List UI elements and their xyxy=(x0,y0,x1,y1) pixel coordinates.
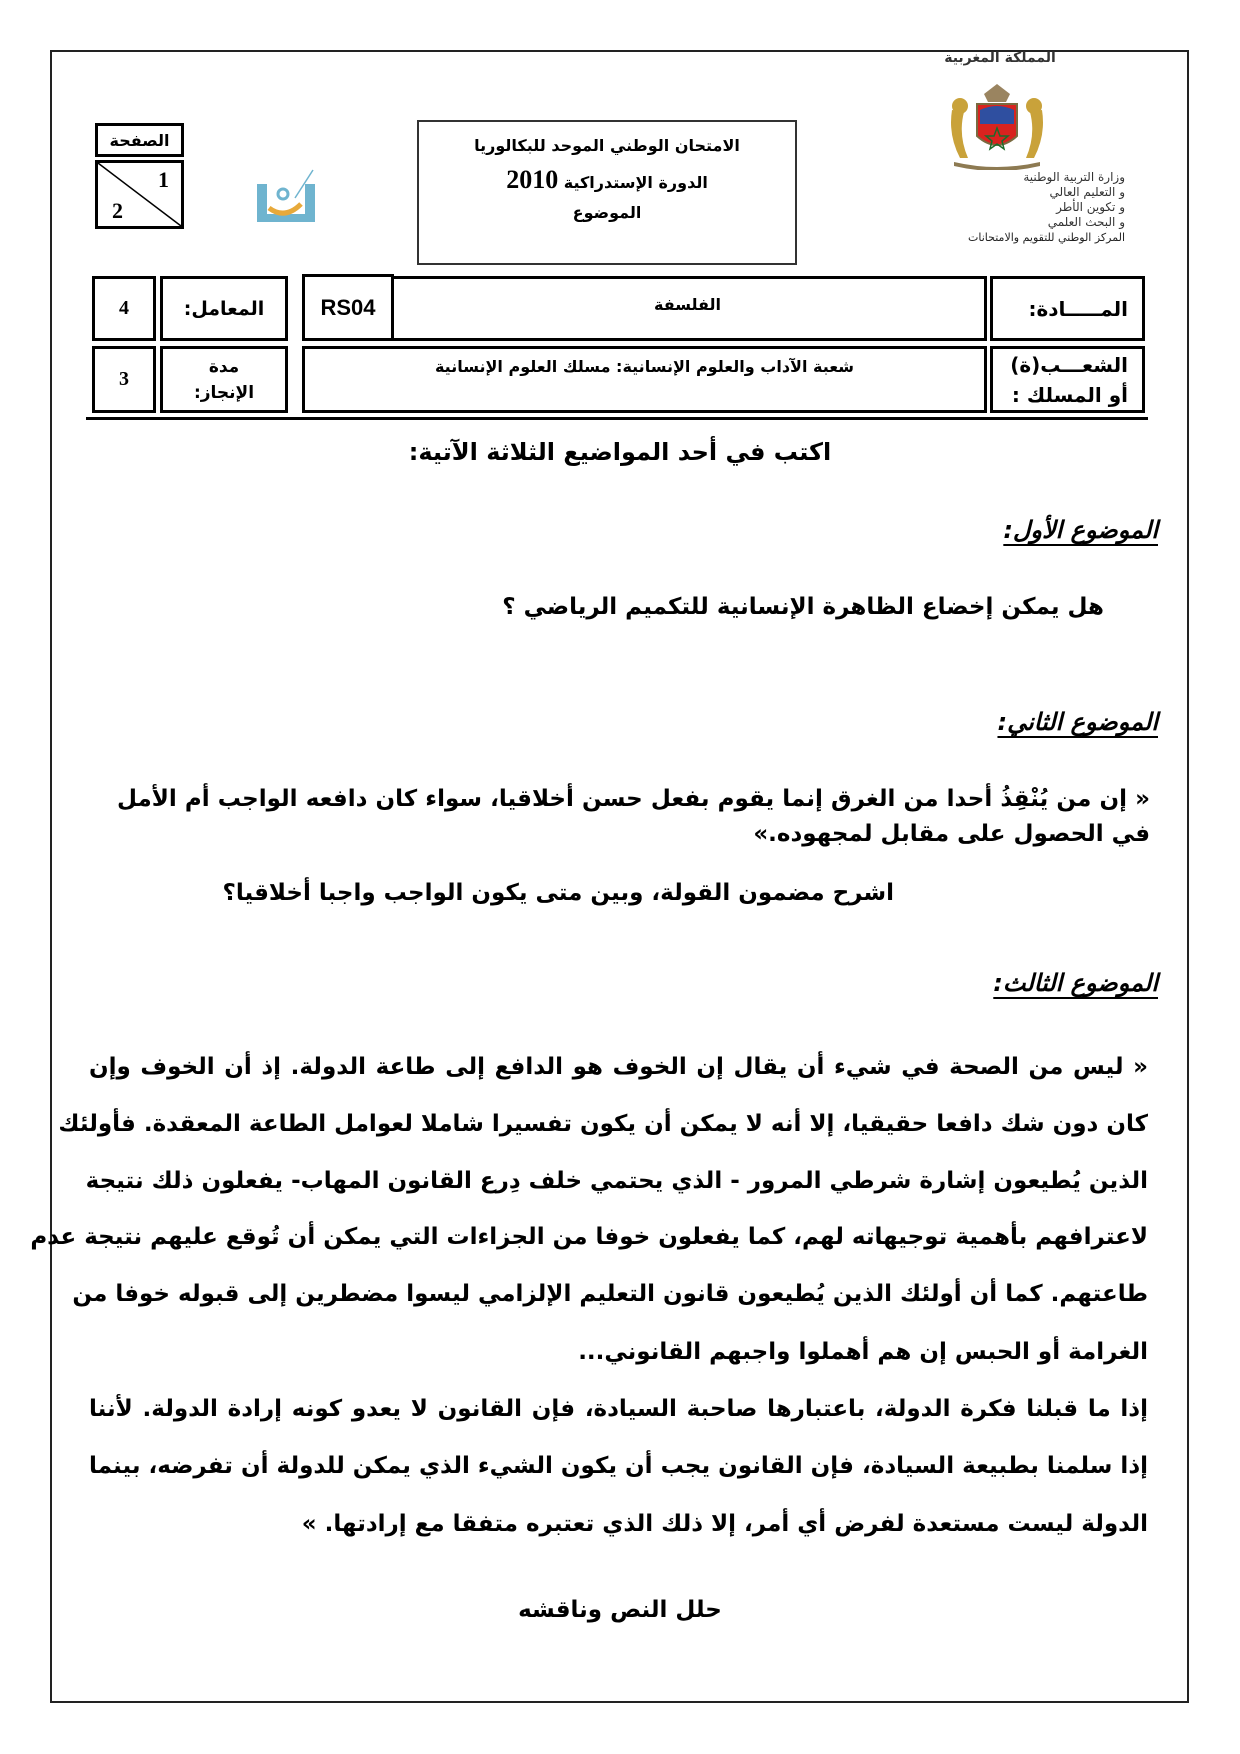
topic1-question: هل يمكن إخضاع الظاهرة الإنسانية للتكميم الرياضي ؟ xyxy=(502,594,1104,620)
subject-word: الموضوع xyxy=(572,203,642,222)
topic3-heading: الموضوع الثالث: xyxy=(993,969,1158,997)
topic3-text-line: كان دون شك دافعا حقيقيا، إلا أنه لا يمكن أن يكون تفسيرا شاملا لعوامل الطاعة المعقدة. فأولئك xyxy=(58,1111,1148,1137)
topic2-heading: الموضوع الثاني: xyxy=(997,708,1158,736)
topic3-text-line: إذا سلمنا بطبيعة السيادة، فإن القانون يجب أن يكون الشيء الذي يمكن للدولة أن تفرضه، بينما xyxy=(89,1453,1148,1479)
exam-session xyxy=(419,165,795,195)
exam-title-box xyxy=(417,120,797,265)
branch-label xyxy=(990,346,1145,413)
duration-label xyxy=(160,346,288,413)
subject-value-text: الفلسفة xyxy=(653,295,722,314)
subject-label-text: المـــــادة: xyxy=(1028,296,1128,321)
topic2-quote-line: في الحصول على مقابل لمجهوده.» xyxy=(753,821,1150,847)
branch-value xyxy=(302,346,987,413)
topic3-text-line: طاعتهم. كما أن أولئك الذين يُطيعون قانون التعليم الإلزامي ليسوا مضطرين إلى قبوله خوفا من xyxy=(72,1281,1148,1307)
subject-label xyxy=(990,276,1145,341)
evaluation-center: المركز الوطني للتقويم والامتحانات xyxy=(968,231,1125,244)
coefficient-value-text: 4 xyxy=(119,297,129,319)
ministry-line: وزارة التربية الوطنية xyxy=(1023,170,1125,184)
topic3-text-line: الذين يُطيعون إشارة شرطي المرور - الذي يحتمي خلف دِرع القانون المهاب- يفعلون ذلك نتيجة xyxy=(85,1168,1148,1194)
session-label: الدورة الإستدراكية xyxy=(563,173,708,192)
subject-value xyxy=(391,276,987,341)
subject-code xyxy=(302,274,394,341)
page-current: 1 xyxy=(158,167,169,192)
royal-emblem-icon xyxy=(944,80,1050,170)
topic3-text-line: الغرامة أو الحبس إن هم أهملوا واجبهم القانوني... xyxy=(578,1339,1148,1365)
coefficient-label-text: المعامل: xyxy=(183,297,265,320)
subject-code-text: RS04 xyxy=(320,294,376,320)
topic1-heading: الموضوع الأول: xyxy=(1003,516,1158,544)
exam-title: الامتحان الوطني الموحد للبكالوريا xyxy=(474,136,740,155)
page-label xyxy=(95,123,184,157)
topic3-text-line: إذا ما قبلنا فكرة الدولة، باعتبارها صاحبة السيادة، فإن القانون لا يعدو كونه إرادة الدولة. لأننا xyxy=(89,1396,1148,1422)
page-total: 2 xyxy=(112,198,123,223)
branch-value-text: شعبة الآداب والعلوم الإنسانية: مسلك العلوم الإنسانية xyxy=(434,357,855,376)
topic3-text-line: الدولة ليست مستعدة لفرض أي أمر، إلا ذلك الذي تعتبره متفقا مع إرادتها. » xyxy=(301,1511,1148,1537)
page-label-text: الصفحة xyxy=(109,130,170,150)
page-number-box xyxy=(95,160,184,229)
duration-value-text: 3 xyxy=(119,368,129,390)
ministry-line: و البحث العلمي xyxy=(1047,215,1125,229)
ministry-name xyxy=(885,170,1125,245)
coefficient-value xyxy=(92,276,156,341)
topic3-text-line: لاعترافهم بأهمية توجيهاته لهم، كما يفعلون خوفا من الجزاءات التي يمكن أن تُوقع عليهم نتيجة عدم xyxy=(30,1224,1148,1250)
header-rule xyxy=(86,417,1148,420)
branch-label-text: أو المسلك : xyxy=(1011,382,1128,407)
coefficient-label xyxy=(160,276,288,341)
ministry-line: و التعليم العالي xyxy=(1049,185,1125,199)
general-instruction: اكتب في أحد المواضيع الثلاثة الآتية: xyxy=(408,438,832,466)
topic2-question: اشرح مضمون القولة، وبين متى يكون الواجب واجبا أخلاقيا؟ xyxy=(222,880,894,906)
exam-center-logo-icon xyxy=(255,168,317,224)
topic3-instruction: حلل النص وناقشه xyxy=(518,1597,722,1623)
kingdom-label: المملكة المغربية xyxy=(944,50,1056,66)
topic2-quote-line: « إن من يُنْقِذُ أحدا من الغرق إنما يقوم بفعل حسن أخلاقيا، سواء كان دافعه الواجب أم الأمل xyxy=(117,786,1150,812)
topic3-text-line: « ليس من الصحة في شيء أن يقال إن الخوف هو الدافع إلى طاعة الدولة. إذ أن الخوف وإن xyxy=(89,1054,1148,1080)
exam-year: 2010 xyxy=(506,165,559,194)
duration-value xyxy=(92,346,156,413)
ministry-line: و تكوين الأطر xyxy=(1056,200,1125,214)
duration-label-text: الإنجاز: xyxy=(193,382,255,403)
duration-label-text: مدة xyxy=(208,356,240,377)
branch-label-text: الشعـــب(ة) xyxy=(1010,352,1128,377)
